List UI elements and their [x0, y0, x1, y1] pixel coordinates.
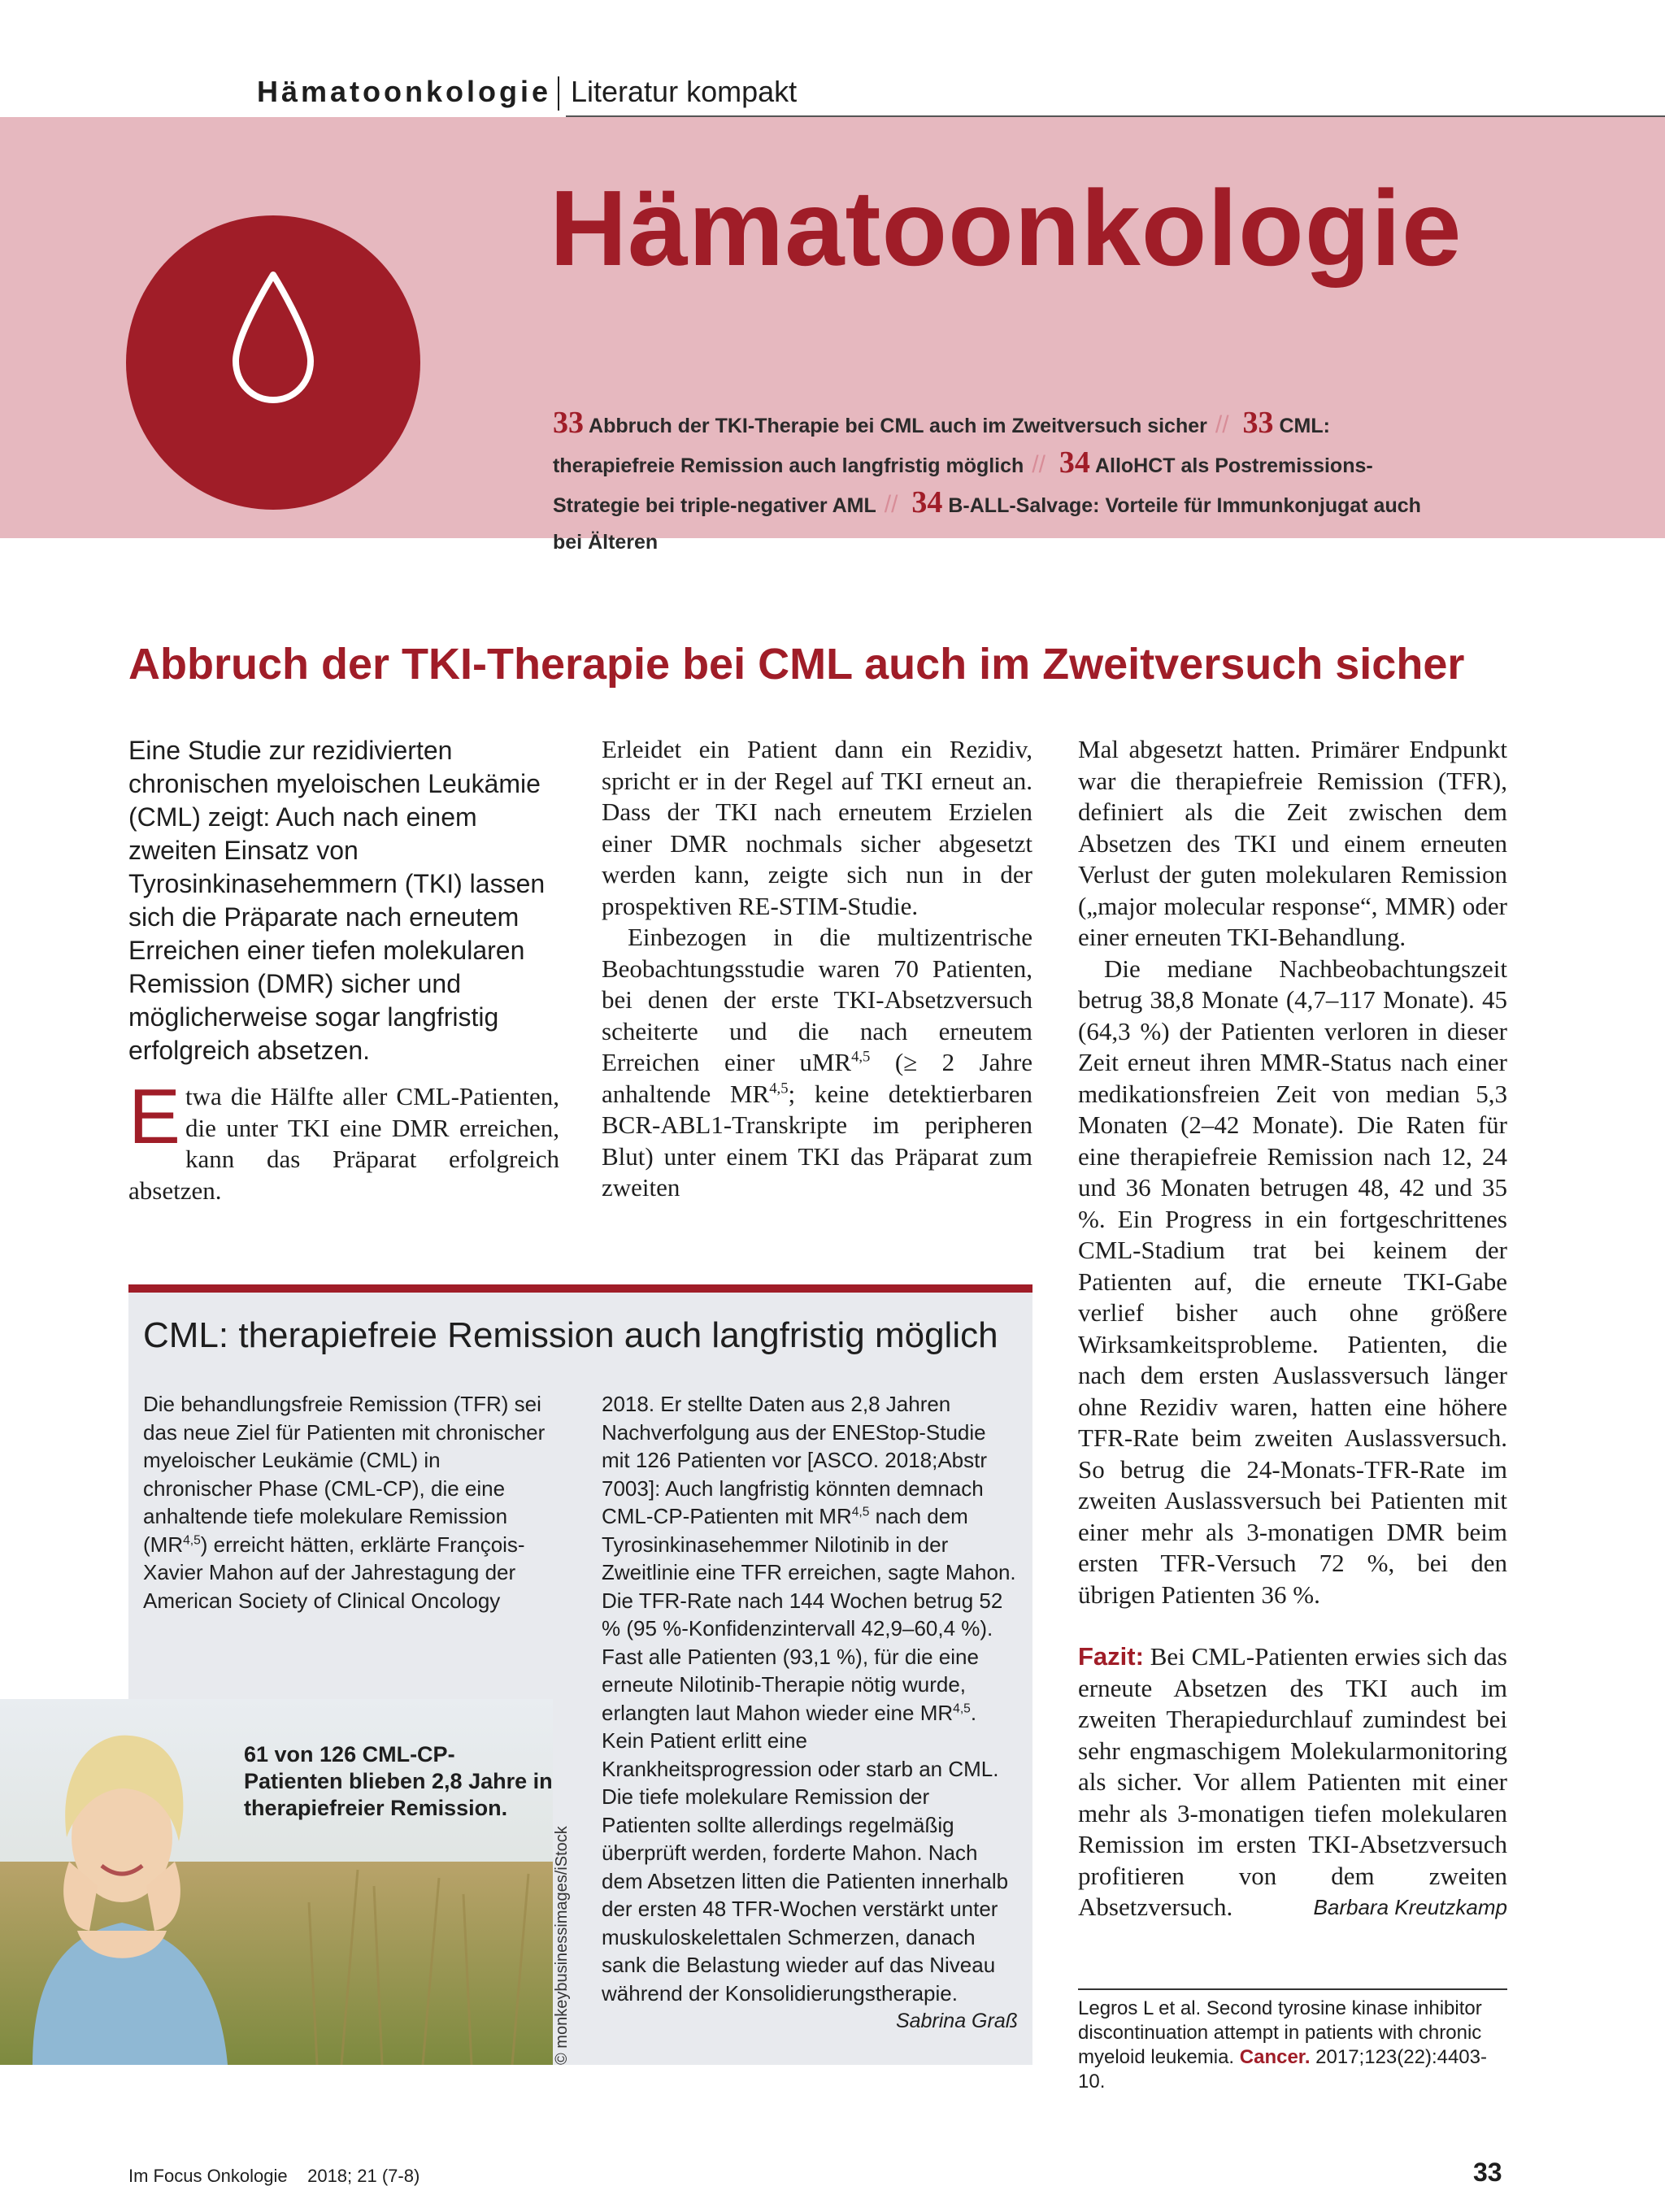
info-box-column-2 [602, 1390, 1018, 2036]
text-run: ; keine detektierbaren BCR-ABL1-Transkripte im peripheren Blut) unter einem TKI das Präparat zum zweiten [602, 1079, 1032, 1202]
article-intro [128, 1073, 559, 1206]
reference-text: Legros L et al. Second tyrosine kinase inhibitor discontinuation attempt in patients with chronic myeloid leukemia. [1078, 1997, 1482, 2068]
section-label: Hämatoonkologie [257, 75, 552, 108]
superscript: 4,5 [183, 1532, 201, 1547]
toc-separator: // [1215, 411, 1229, 438]
reference-rule [1078, 1988, 1507, 1990]
article-lead: Eine Studie zur rezidivierten chronischen myeloischen Leukämie (CML) zeigt: Auch nach einem zweiten Einsatz von Tyrosinkinasehemmern (TKI) lassen sich die Präparate nach erneutem Erreichen einer tiefen molekularen Remission (DMR) sicher und möglicherweise sogar langfristig erfolgreich absetzen. [128, 736, 546, 1065]
text-run: nach dem Tyrosinkinasehemmer Nilotinib in der Zweitlinie eine TFR erreichen, sagte Mahon. Die TFR-Rate nach 144 Wochen betrug 52 % (95 %-Konfidenzintervall 42,9–60,4 %). Fast alle Patienten (93,1 %), für die eine erneute Nilotinib-Therapie nötig wurde, erlangten laut Mahon wieder eine MR [602, 1504, 1016, 1725]
superscript: 4,5 [851, 1505, 870, 1519]
toc-page-1: 33 [553, 406, 584, 440]
text-run: (≥ 2 Jahre anhaltende MR [602, 1048, 1032, 1108]
toc-separator: // [1032, 451, 1046, 478]
toc-page-3: 34 [1059, 445, 1090, 480]
blood-drop-icon [226, 268, 320, 408]
footer-journal [128, 2166, 420, 2187]
photo-caption: 61 von 126 CML-CP-Patienten blieben 2,8 Jahre in therapiefreier Remission. [244, 1742, 553, 1820]
toc-page-2: 33 [1242, 406, 1274, 440]
info-box-column-1 [143, 1390, 550, 1614]
page-number: 33 [1473, 2158, 1502, 2187]
paragraph: Die mediane Nachbeobachtungszeit betrug 38,8 Monate (4,7–117 Monate). 45 (64,3 %) der Patienten verloren in dieser Zeit erneut ihren MMR-Status nach einer medikationsfreien Zeit von median 5,3 Monaten (2–42 Monate). Die Raten für eine therapiefreie Remission nach 12, 24 und 36 Monaten betrugen 48, 42 und 35 %. Ein Progress in ein fortgeschrittenes CML-Stadium trat bei keinem der Patienten auf, die erneute TKI-Gabe verlief bisher auch ohne größere Wirksamkeitsprobleme. Patienten, die nach dem ersten Auslassversuch länger ohne Rezidiv waren, hatten eine höhere TFR-Rate beim zweiten Auslassversuch. So betrug die 24-Monats-TFR-Rate im zweiten Auslassversuch bei Patienten mit einer mehr als 3-monatigen DMR beim ersten TFR-Versuch 72 %, bei den übrigen Patienten 36 %. [1078, 954, 1507, 1609]
text-run: 2018. Er stellte Daten aus 2,8 Jahren Nachverfolgung aus der ENEStop-Studie mit 126 Patienten vor [ASCO. 2018;Abstr 7003]: Auch langfristig könnten demnach CML-CP-Patienten mit MR [602, 1392, 988, 1528]
toc-link-2[interactable]: CML: therapiefreie Remission auch langfristig möglich [553, 415, 1330, 477]
toc-separator: // [884, 491, 898, 518]
superscript: 4,5 [851, 1048, 871, 1066]
article-author: Barbara Kreutzkamp [1313, 1895, 1507, 1919]
reference-journal: Cancer. [1239, 2046, 1311, 2068]
box-author: Sabrina Graß [895, 2010, 1018, 2032]
intro-text: twa die Hälfte aller CML-Patienten, die unter TKI eine DMR erreichen, kann das Präparat erfolgreich absetzen. [128, 1082, 559, 1205]
text-run: Die behandlungsfreie Remission (TFR) sei das neue Ziel für Patienten mit chronischer myeloischer Leukämie (CML) in chronischer Phase (CML-CP), die eine anhaltende tiefe molekulare Remission (MR [143, 1392, 546, 1557]
photo-credit: © monkeybusinessimages/iStock [553, 1826, 571, 2065]
paragraph: Erleidet ein Patient dann ein Rezidiv, spricht er in der Regel auf TKI erneut an. Dass der TKI nach erneutem Erzielen einer DMR nochmals sicher abgesetzt werden kann, zeigte sich nun in der prospektiven RE-STIM-Studie. [602, 735, 1032, 920]
toc-page-4: 34 [911, 485, 943, 519]
conclusion-text: Bei CML-Patienten erwies sich das erneute Absetzen des TKI auch im zweiten Therapiedurchlauf zumindest bei sehr engmaschigem Molekularmonitoring als sicher. Vor allem Patienten mit einer mehr als 3-monatigen tiefen molekularen Remission im ersten TKI-Absetzversuch profitieren von dem zweiten Absetzversuch. [1078, 1642, 1507, 1921]
info-box-title: CML: therapiefreie Remission auch langfristig möglich [143, 1315, 998, 1355]
text-run: . Kein Patient erlitt eine Krankheitsprogression oder starb an CML. Die tiefe molekulare Remission der Patienten sollte allerdings regelmäßig überprüft werden, forderte Mahon. Nach dem Absetzen litten die Patienten innerhalb der ersten 48 TFR-Wochen verstärkt unter muskuloskelettalen Schmerzen, danach sank die Belastung wieder auf das Niveau während der Konsolidierungstherapie. [602, 1700, 1009, 2006]
reference-citation: 2017;123(22):4403-10. [1078, 2046, 1487, 2092]
header-divider [558, 76, 559, 111]
toc-link-4[interactable]: B-ALL-Salvage: Vorteile für Immunkonjugat auch bei Älteren [553, 494, 1421, 554]
banner-title: Hämatoonkologie [550, 168, 1463, 288]
toc-link-1[interactable]: Abbruch der TKI-Therapie bei CML auch im Zweitversuch sicher [589, 415, 1207, 437]
reference [1078, 1997, 1507, 2094]
toc-link-3[interactable]: AlloHCT als Postremissions-Strategie bei triple-negativer AML [553, 454, 1373, 517]
conclusion [1078, 1641, 1507, 1923]
section-subtitle: Literatur kompakt [571, 75, 798, 108]
journal-name: Im Focus Onkologie [128, 2166, 288, 2186]
superscript: 4,5 [769, 1080, 789, 1097]
drop-cap: E [128, 1073, 181, 1160]
article-title: Abbruch der TKI-Therapie bei CML auch im Zweitversuch sicher [128, 640, 1465, 689]
article-column-3 [1078, 734, 1507, 1923]
conclusion-label: Fazit: [1078, 1642, 1144, 1671]
paragraph [602, 922, 1032, 1204]
article-column-2 [602, 734, 1032, 1204]
text-run: Einbezogen in die multizentrische Beobachtungsstudie waren 70 Patienten, bei denen der erste TKI-Absetzversuch scheiterte und die nach erneutem Erreichen einer uMR [602, 923, 1032, 1076]
paragraph: Mal abgesetzt hatten. Primärer Endpunkt war die therapiefreie Remission (TFR), definiert als die Zeit zwischen dem Absetzen des TKI und einem erneuten Verlust der guten molekularen Remission („major molecular response“, MMR) oder einer erneuten TKI-Behandlung. [1078, 735, 1507, 951]
text-run: ) erreicht hätten, erklärte François-Xavier Mahon auf der Jahrestagung der American Society of Clinical Oncology [143, 1532, 525, 1613]
info-box-rule [128, 1284, 1032, 1293]
table-of-contents [553, 405, 1455, 561]
journal-issue: 2018; 21 (7-8) [307, 2166, 420, 2186]
superscript: 4,5 [953, 1701, 971, 1715]
